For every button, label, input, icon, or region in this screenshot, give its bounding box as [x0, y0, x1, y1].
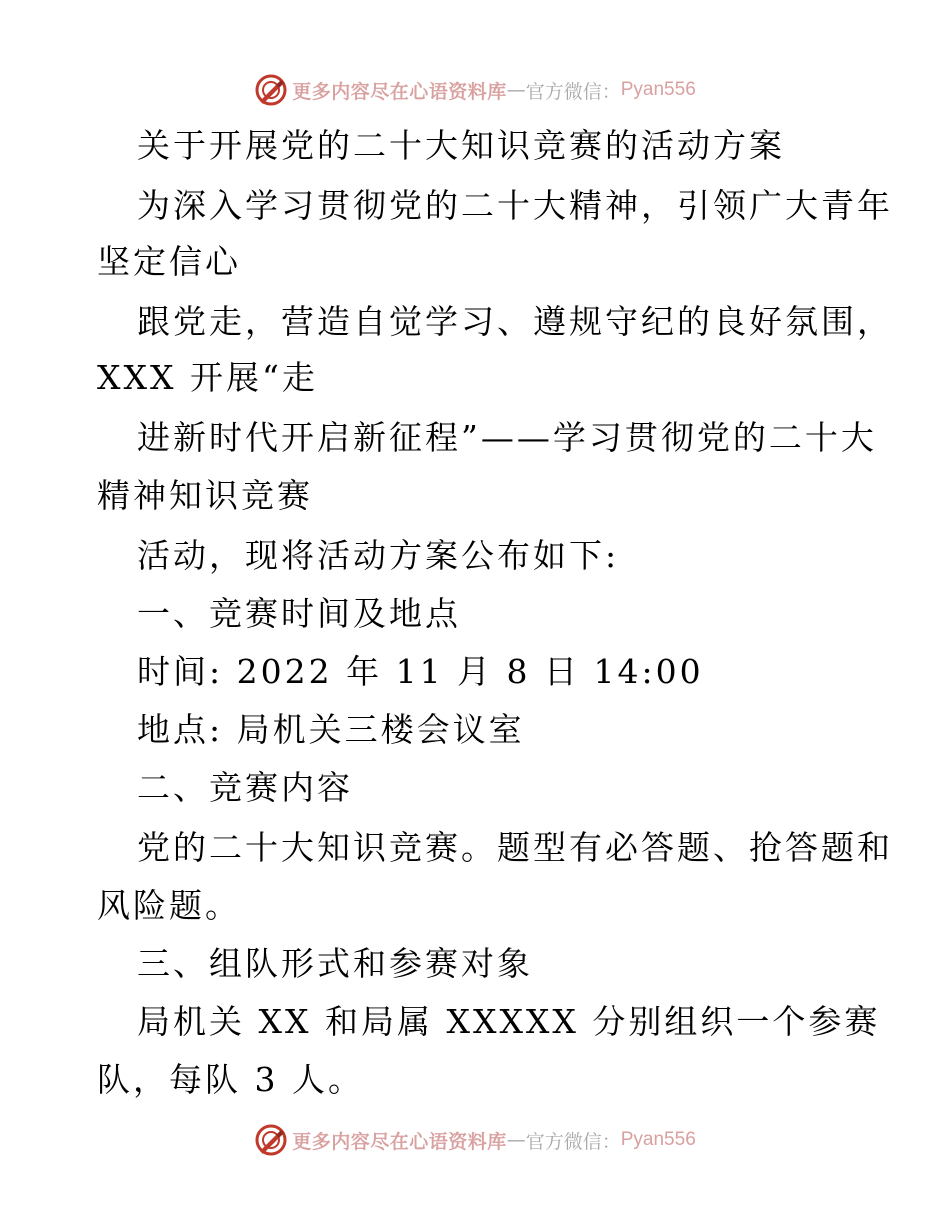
footer-banner-text: 更多内容尽在心语资料库	[292, 1130, 507, 1153]
paragraph-line: 风险题。	[97, 886, 241, 925]
paragraph-line: XXX 开展“走	[97, 358, 318, 397]
document-title: 关于开展党的二十大知识竞赛的活动方案	[137, 126, 785, 165]
section-heading: 三、组队形式和参赛对象	[137, 944, 533, 983]
paragraph-line: 为深入学习贯彻党的二十大精神，引领广大青年	[137, 186, 893, 225]
header-banner-dash: —	[506, 79, 526, 101]
section-heading: 二、竞赛内容	[137, 768, 353, 807]
paragraph-line: 进新时代开启新征程”——学习贯彻党的二十大	[137, 418, 877, 457]
paragraph-line: 地点: 局机关三楼会议室	[137, 710, 525, 749]
footer-banner	[0, 1120, 950, 1160]
paragraph-line: 坚定信心	[97, 242, 241, 281]
footer-banner-dash: —	[506, 1129, 526, 1151]
paragraph-line: 队，每队 3 人。	[97, 1060, 364, 1099]
header-banner-contact: 官方微信：	[525, 80, 621, 103]
footer-banner-id: Pyan556	[620, 1129, 696, 1150]
header-banner-text: 更多内容尽在心语资料库	[292, 80, 507, 103]
paragraph-line: 精神知识竞赛	[97, 476, 313, 515]
pen-logo-icon	[254, 73, 288, 107]
header-banner	[0, 70, 950, 110]
section-heading: 一、竞赛时间及地点	[137, 594, 461, 633]
paragraph-line: 跟党走，营造自觉学习、遵规守纪的良好氛围，	[137, 302, 893, 341]
paragraph-line: 时间: 2022 年 11 月 8 日 14:00	[137, 652, 704, 691]
header-banner-id: Pyan556	[620, 79, 696, 100]
paragraph-line: 活动，现将活动方案公布如下:	[137, 536, 620, 575]
paragraph-line: 党的二十大知识竞赛。题型有必答题、抢答题和	[137, 828, 893, 867]
footer-banner-contact: 官方微信：	[525, 1130, 621, 1153]
paragraph-line: 局机关 XX 和局属 XXXXX 分别组织一个参赛	[137, 1002, 881, 1041]
pen-logo-icon	[254, 1123, 288, 1157]
